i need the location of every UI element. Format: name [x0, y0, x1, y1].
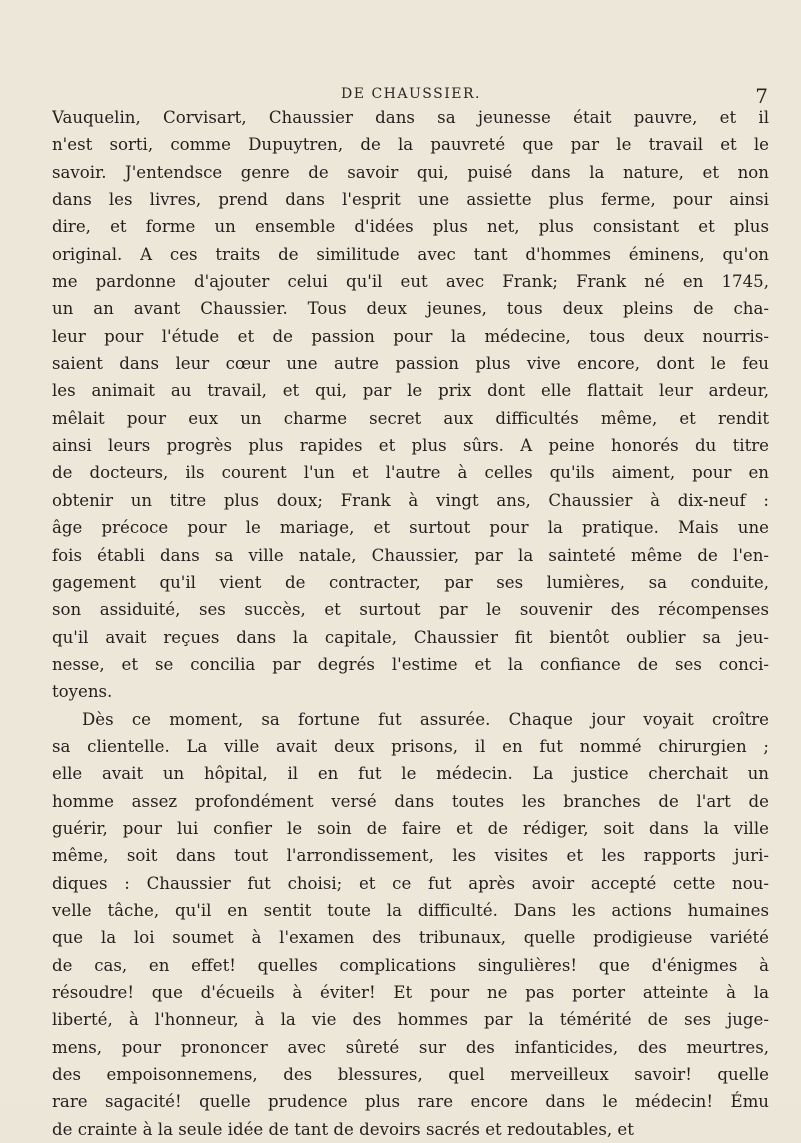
text-line: fois établi dans sa ville natale, Chaussier, par la sainteté même de l'en-	[52, 545, 769, 565]
text-line: de cas, en effet! quelles complications singulières! que d'énigmes à	[52, 955, 769, 975]
text-line: liberté, à l'honneur, à la vie des hommes par la témérité de ses juge-	[52, 1010, 769, 1030]
text-line: homme assez profondément versé dans toutes les branches de l'art de	[52, 791, 769, 811]
text-line: original. A ces traits de similitude avec tant d'hommes éminens, qu'on	[52, 244, 769, 264]
text-line: guérir, pour lui confier le soin de faire et de rédiger, soit dans la ville	[52, 818, 769, 838]
text-line: résoudre! que d'écueils à éviter! Et pour ne pas porter atteinte à la	[52, 983, 769, 1002]
text-line: toyens.	[52, 682, 113, 702]
text-line: me pardonne d'ajouter celui qu'il eut avec Frank; Frank né en 1745,	[52, 272, 769, 292]
text-line: âge précoce pour le mariage, et surtout pour la pratique. Mais une	[52, 518, 769, 538]
text-line: gagement qu'il vient de contracter, par ses lumières, sa conduite,	[52, 572, 769, 592]
page-number: 7	[755, 84, 768, 108]
text-line: mens, pour prononcer avec sûreté sur des infanticides, des meurtres,	[52, 1037, 769, 1057]
text-line: dire, et forme un ensemble d'idées plus net, plus consistant et plus	[52, 217, 769, 237]
text-line: qu'il avait reçues dans la capitale, Chaussier fit bientôt oublier sa jeu-	[52, 627, 769, 647]
text-line: Vauquelin, Corvisart, Chaussier dans sa jeunesse était pauvre, et il	[52, 108, 769, 127]
text-line: mêlait pour eux un charme secret aux difficultés même, et rendit	[52, 408, 769, 428]
text-line: de docteurs, ils courent l'un et l'autre à celles qu'ils aiment, pour en	[52, 463, 769, 483]
page-header	[52, 84, 770, 108]
text-line: leur pour l'étude et de passion pour la médecine, tous deux nourris-	[52, 326, 769, 346]
text-line: sa clientelle. La ville avait deux prisons, il en fut nommé chirurgien ;	[52, 736, 769, 756]
text-line: que la loi soumet à l'examen des tribunaux, quelle prodigieuse variété	[52, 928, 769, 948]
body-text	[52, 104, 769, 1143]
text-line: elle avait un hôpital, il en fut le médecin. La justice cherchait un	[52, 764, 769, 784]
text-line: nesse, et se concilia par degrés l'estime et la confiance de ses conci-	[52, 654, 769, 674]
text-line: un an avant Chaussier. Tous deux jeunes, tous deux pleins de cha-	[52, 299, 769, 319]
text-line: de crainte à la seule idée de tant de devoirs sacrés et redoutables, et	[52, 1119, 634, 1139]
text-line: savoir. J'entendsce genre de savoir qui, puisé dans la nature, et non	[52, 162, 769, 182]
text-line: son assiduité, ses succès, et surtout par le souvenir des récompenses	[52, 600, 769, 620]
text-line: obtenir un titre plus doux; Frank à vingt ans, Chaussier à dix-neuf :	[52, 490, 769, 510]
text-line: ainsi leurs progrès plus rapides et plus sûrs. A peine honorés du titre	[52, 436, 769, 456]
text-line: rare sagacité! quelle prudence plus rare encore dans le médecin! Ému	[52, 1092, 769, 1112]
running-head: DE CHAUSSIER.	[341, 86, 481, 102]
text-line: diques : Chaussier fut choisi; et ce fut après avoir accepté cette nou-	[52, 873, 769, 893]
text-line: dans les livres, prend dans l'esprit une assiette plus ferme, pour ainsi	[52, 190, 769, 210]
text-line: Dès ce moment, sa fortune fut assurée. Chaque jour voyait croître	[82, 709, 769, 729]
text-line: saient dans leur cœur une autre passion plus vive encore, dont le feu	[52, 354, 769, 374]
text-line: velle tâche, qu'il en sentit toute la difficulté. Dans les actions humaines	[52, 900, 769, 920]
text-line: même, soit dans tout l'arrondissement, les visites et les rapports juri-	[52, 846, 769, 866]
text-line: n'est sorti, comme Dupuytren, de la pauvreté que par le travail et le	[52, 135, 769, 155]
text-line: les animait au travail, et qui, par le prix dont elle flattait leur ardeur,	[52, 381, 769, 401]
text-line: des empoisonnemens, des blessures, quel merveilleux savoir! quelle	[52, 1065, 769, 1085]
